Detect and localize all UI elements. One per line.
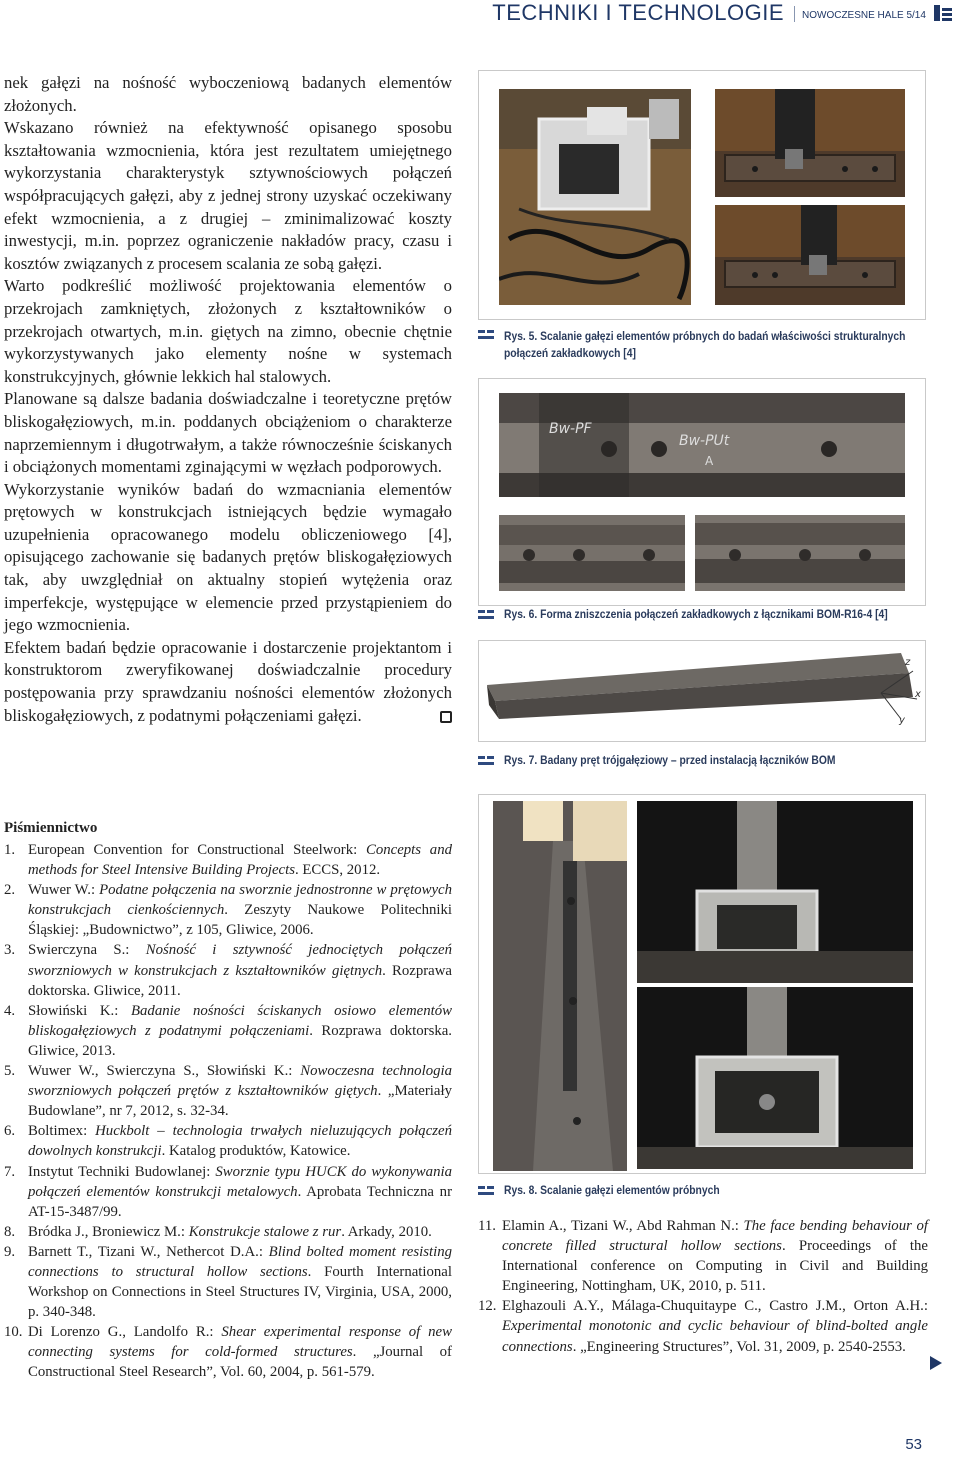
axis-label-y: y bbox=[899, 715, 905, 726]
article-paragraph: Efektem badań będzie opracowanie i dostarczenie projektantom i konstruktorom zweryfikowanej doświadczalnie procedury postępowania przy sprawdzaniu nośności elementów złożonych bliskogałęziowych, z podatnymi połączeniami gałęzi. bbox=[4, 637, 452, 725]
photo-tube-end-bottom bbox=[637, 987, 913, 1169]
reference-item: 3. Swierczyna S.: Nośność i sztywność jednociętych połączeń sworzniowych w konstrukcjach z kształtowników giętnych. Rozprawa doktorska. Gliwice, 2011. bbox=[4, 942, 453, 999]
page-header bbox=[0, 0, 960, 30]
figure-7 bbox=[478, 640, 926, 742]
figure-7-caption: Rys. 7. Badany pręt trójgałęziowy – przed instalacją łączników BOM bbox=[504, 753, 836, 767]
figure-6 bbox=[478, 378, 926, 606]
issue-label: NOWOCZESNE HALE 5/14 bbox=[802, 10, 926, 21]
reference-item: 1. European Convention for Constructional Steelwork: Concepts and methods for Steel Intensive Building Projects. ECCS, 2012. bbox=[4, 842, 452, 879]
figure-5 bbox=[478, 70, 926, 320]
reference-item: 4. Słowiński K.: Badanie nośności ściskanych osiowo elementów bliskogałęziowych z podatnymi połączeniami. Rozprawa doktorska. Gliwice, 2013. bbox=[4, 1002, 452, 1059]
reference-item: 11. Elamin A., Tizani W., Abd Rahman N.: The face bending behaviour of concrete filled structural hollow sections. Proceedings of the International conference on Computing in Civil and Building Engineering, Nottingham, UK, 2010, p. 511. bbox=[478, 1218, 928, 1295]
photo-bolting-hand bbox=[493, 801, 627, 1171]
photo-failure-left bbox=[499, 515, 685, 591]
reference-item: 8. Bródka J., Broniewicz M.: Konstrukcje stalowe z rur. Arkady, 2010. bbox=[4, 1223, 432, 1240]
magazine-logo-icon bbox=[934, 5, 952, 21]
continue-arrow-icon bbox=[930, 1356, 942, 1370]
figure-8 bbox=[478, 794, 926, 1174]
reference-item: 9. Barnett T., Tizani W., Nethercot D.A.: Blind bolted moment resisting connections to structural hollow sections. Fourth International Workshop on Connections in Steel Structures IV, Virginia, USA, 2000, p. 340-348. bbox=[4, 1243, 452, 1321]
section-title: TECHNIKI I TECHNOLOGIE bbox=[492, 0, 784, 25]
photo-tube-end-top bbox=[637, 801, 913, 983]
references-list-right bbox=[478, 1216, 928, 1357]
header-divider bbox=[794, 6, 795, 22]
article-paragraph: nek gałęzi na nośność wyboczeniową badanych elementów złożonych. bbox=[4, 73, 452, 115]
article-paragraph: Planowane są dalsze badania doświadczalne i teoretyczne prętów bliskogałęziowych, m.in. poddanych obciążeniom o charakterze naprzemiennym i długotrwałym, a także równocześnie ściskanych i obciążonych momentami zginającymi w węzłach podporowych. bbox=[4, 389, 452, 477]
photo-bolting-top bbox=[715, 89, 905, 197]
references-list-left bbox=[4, 840, 452, 1383]
axis-label-z: z bbox=[905, 657, 911, 668]
article-paragraph: Warto podkreślić możliwość projektowania elementów o przekrojach zamkniętych, złożonych z kształtowników o przekrojach otwartych, m.in. giętych na zimno, obecnie chętnie wykorzystywanych jako elementy nośne w systemach konstrukcyjnych, głównie lekkich hal stalowych. bbox=[4, 276, 452, 386]
end-of-article-icon bbox=[440, 711, 452, 723]
reference-item: 6. Boltimex: Huckbolt – technologia trwałych nieluzujących połączeń dowolnych konstrukcji. Katalog produktów, Katowice. bbox=[4, 1123, 452, 1160]
caption-marker-icon bbox=[478, 756, 494, 766]
article-paragraph: Wykorzystanie wyników badań do wzmacniania elementów prętowych w konstrukcjach istniejących będzie wymagało uzupełnienia opracowanego modelu obliczeniowego [4], opisującego zachowanie się badanych prętów bliskogałęziowych tak, aby uwzględniał on aktualny stopień wytężenia oraz imperfekcje, występujące w elemencie przed przystąpieniem do jego wzmocnienia. bbox=[4, 479, 452, 635]
photo-three-branch-bar bbox=[481, 643, 925, 741]
reference-item: 7. Instytut Techniki Budowlanej: Sworznie typu HUCK do wykonywania połączeń elementów konstrukcji metalowych. Aprobata Techniczna nr AT-15-3487/99. bbox=[4, 1163, 452, 1220]
references-heading: Piśmiennictwo bbox=[4, 820, 98, 836]
reference-item: 2. Wuwer W.: Podatne połączenia na sworznie jednostronne w prętowych konstrukcjach cienkościennych. Zeszyty Naukowe Politechniki Śląskiej: „Budownictwo”, z 105, Gliwice, 2006. bbox=[4, 882, 452, 939]
caption-marker-icon bbox=[478, 330, 494, 340]
photo-assembly-station bbox=[499, 89, 691, 305]
caption-marker-icon bbox=[478, 1186, 494, 1196]
reference-item: 10. Di Lorenzo G., Landolfo R.: Shear experimental response of new connecting systems for cold-formed structures. „Journal of Constructional Steel Research”, Vol. 60, 2004, p. 561-579. bbox=[4, 1324, 452, 1381]
reference-item: 5. Wuwer W., Swierczyna S., Słowiński K.: Nowoczesna technologia sworzniowych połączeń prętów z kształtowników giętych. „Materiały Budowlane”, nr 7, 2012, s. 32-34. bbox=[4, 1063, 452, 1120]
specimen-mark-1: Bw-PF bbox=[549, 421, 592, 437]
specimen-mark-2: Bw-PUt bbox=[679, 433, 730, 449]
photo-failure-right bbox=[695, 515, 905, 591]
page-number: 53 bbox=[905, 1436, 922, 1453]
photo-failure-long bbox=[499, 393, 905, 497]
reference-item: 12. Elghazouli A.Y., Málaga-Chuquitaype C., Castro J.M., Orton A.H.: Experimental monotonic and cyclic behaviour of blind-bolted angle connections. „Engineering Structures”, Vol. 31, 2009, p. 2540-2553. bbox=[478, 1298, 928, 1355]
article-paragraph: Wskazano również na efektywność opisanego sposobu kształtowania wzmocnienia, która jest rezultatem umiejętnego wykorzystania charakterystyk sztywnościowych połączeń współpracujących gałęzi, aby z jednej strony uzyskać oczekiwany efekt wzmocnienia, a z drugiej – zminimalizować koszty inwestycji, m.in. poprzez ograniczenie nakładów pracy, czasu i kosztów związanych z procesem scalania ze sobą gałęzi. bbox=[4, 118, 452, 273]
article-body bbox=[4, 72, 452, 727]
figure-8-caption: Rys. 8. Scalanie gałęzi elementów próbnych bbox=[504, 1183, 720, 1197]
figure-5-caption: Rys. 5. Scalanie gałęzi elementów próbnych do badań właściwości strukturalnych połączeń zakładkowych [4] bbox=[504, 329, 906, 360]
specimen-mark-3: A bbox=[705, 454, 714, 468]
photo-bolting-bottom bbox=[715, 205, 905, 305]
axis-label-x: x bbox=[915, 689, 921, 700]
figure-6-caption: Rys. 6. Forma zniszczenia połączeń zakładkowych z łącznikami BOM-R16-4 [4] bbox=[504, 607, 888, 621]
caption-marker-icon bbox=[478, 610, 494, 620]
